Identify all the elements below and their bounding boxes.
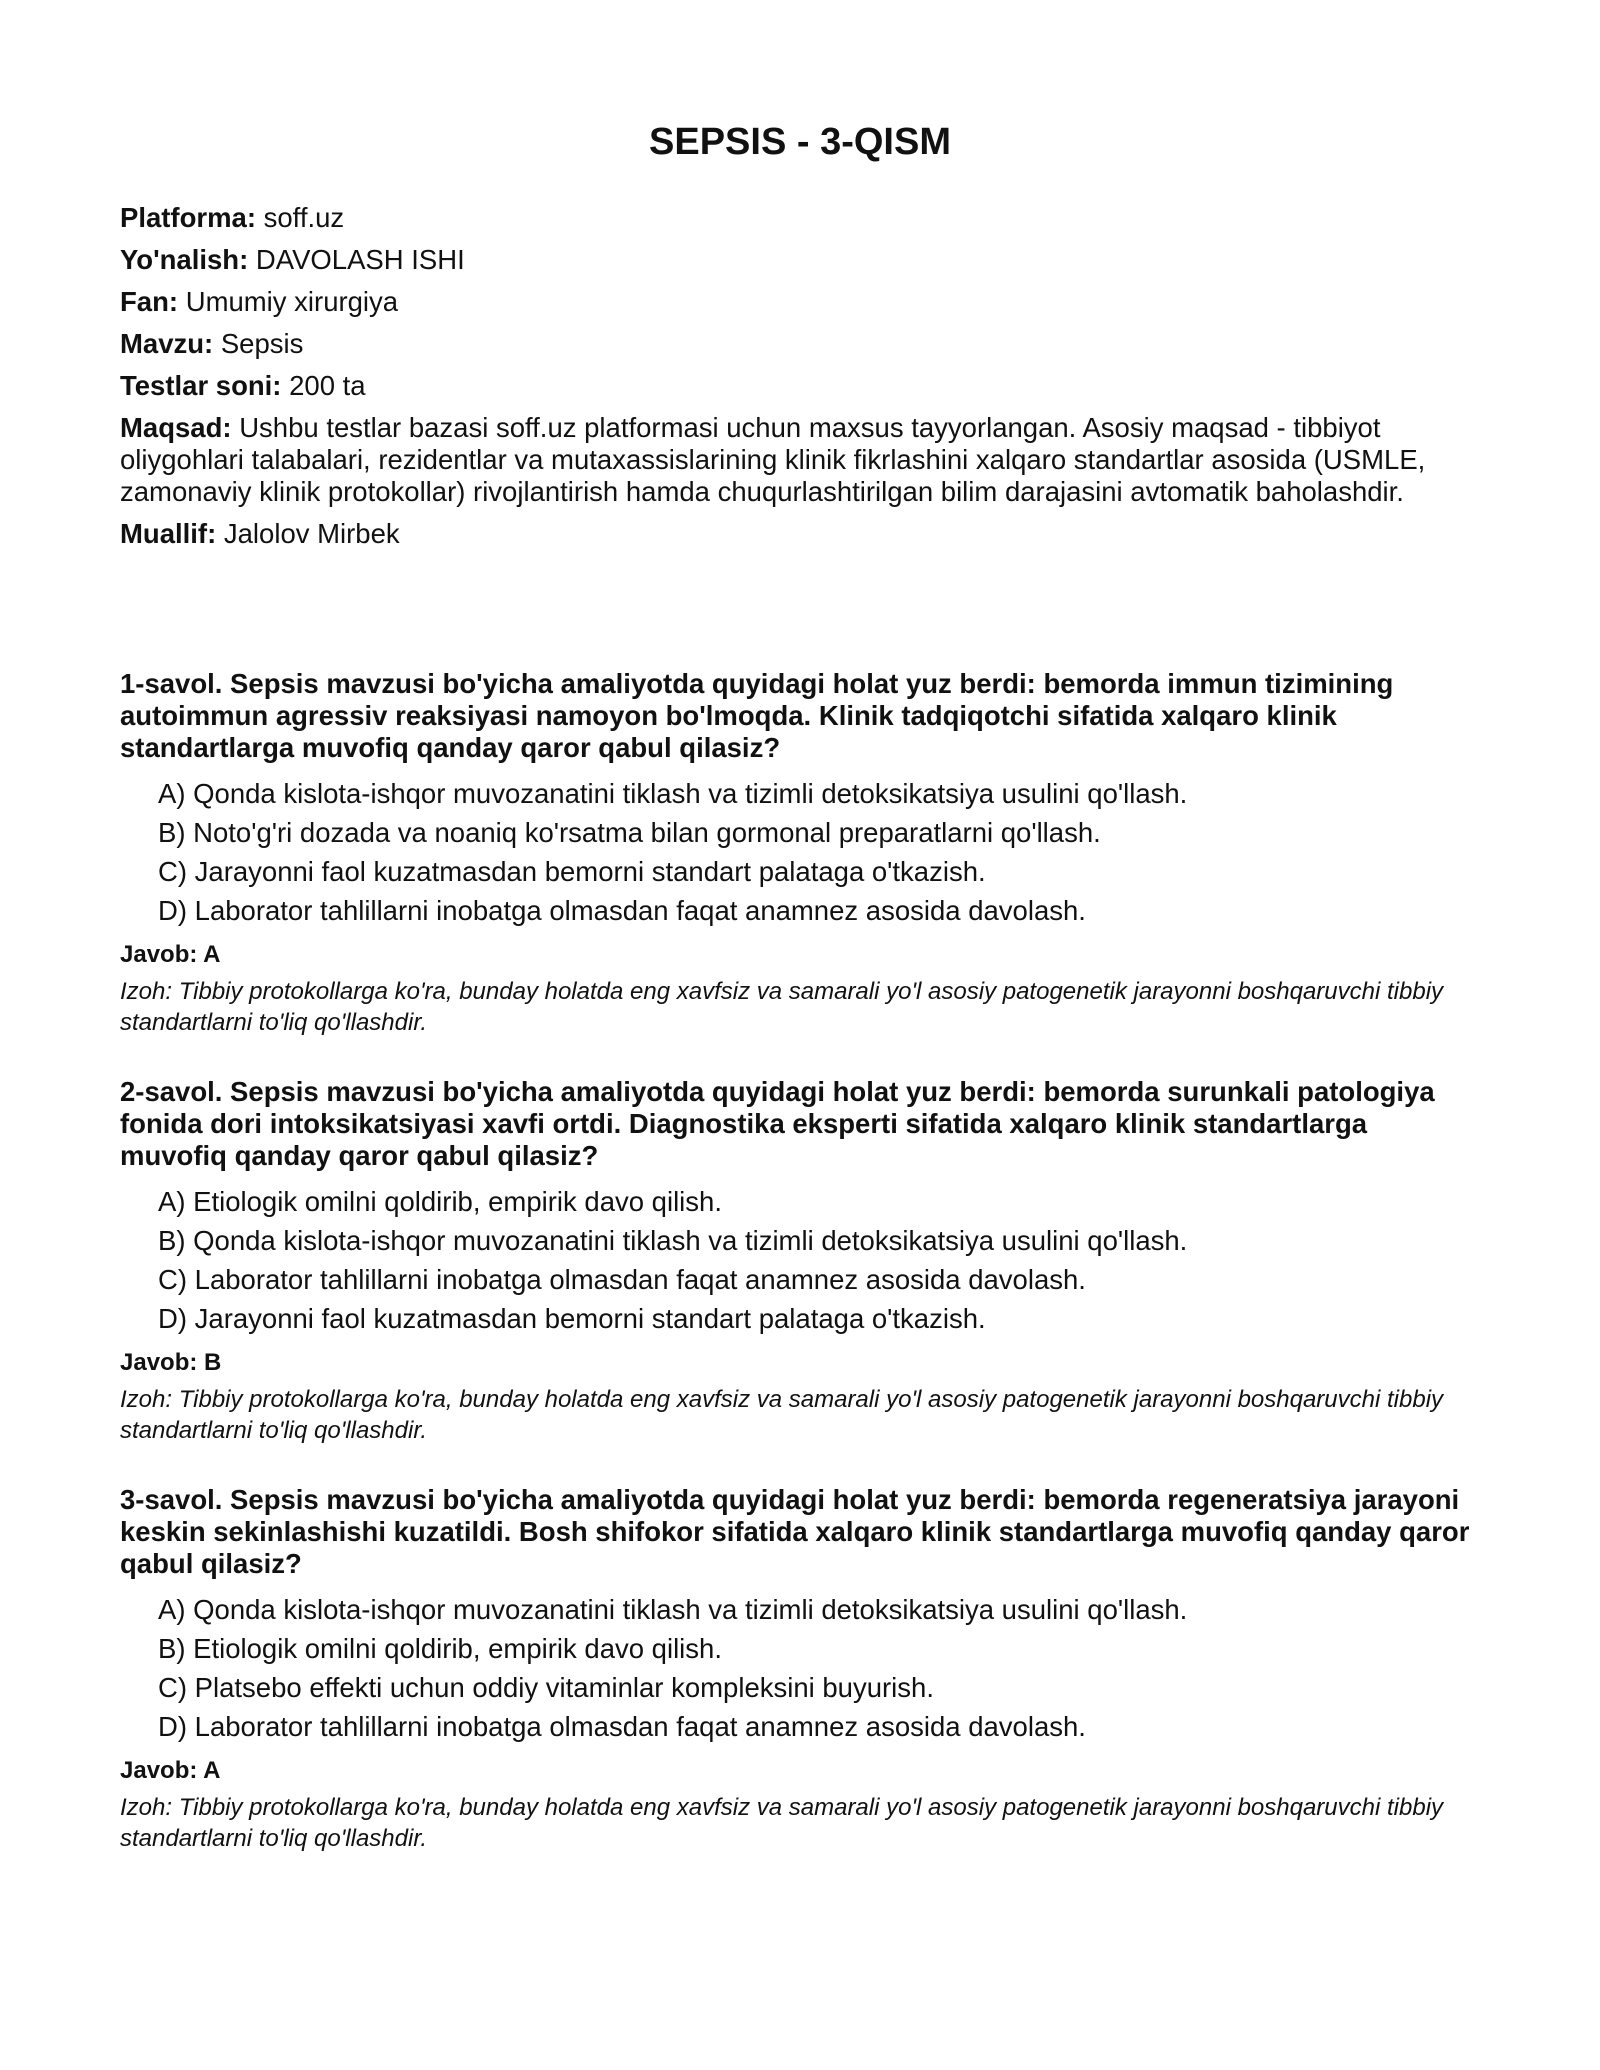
- option-d: D) Laborator tahlillarni inobatga olmasdan faqat anamnez asosida davolash.: [158, 895, 1086, 926]
- explanation: Izoh: Tibbiy protokollarga ko'ra, bunday holatda eng xavfsiz va samarali yo'l asosiy patogenetik jarayonni boshqaruvchi tibbiy standartlarni to'liq qo'llashdir.: [120, 1386, 1444, 1444]
- meta-platform: [120, 202, 1470, 234]
- answer-label: Javob: A: [120, 1757, 221, 1784]
- question-3: [120, 1484, 1480, 1854]
- meta-test-count: [120, 370, 1470, 402]
- meta-test-count-value: 200 ta: [289, 370, 366, 401]
- meta-purpose-label: Maqsad:: [120, 412, 232, 443]
- meta-purpose: [120, 412, 1470, 508]
- question-2: [120, 1076, 1480, 1446]
- option-a: A) Etiologik omilni qoldirib, empirik davo qilish.: [158, 1186, 722, 1217]
- question-text: 3-savol. Sepsis mavzusi bo'yicha amaliyotda quyidagi holat yuz berdi: bemorda regeneratsiya jarayoni keskin sekinlashishi kuzatildi. Bosh shifokor sifatida xalqaro klinik standartlarga muvofiq qanday qaror qabul qilasiz?: [120, 1484, 1470, 1579]
- answer-label: Javob: B: [120, 1349, 222, 1376]
- option-c: C) Jarayonni faol kuzatmasdan bemorni standart palataga o'tkazish.: [158, 856, 986, 887]
- document-title: SEPSIS - 3-QISM: [649, 121, 951, 163]
- option-b: B) Etiologik omilni qoldirib, empirik davo qilish.: [158, 1633, 722, 1664]
- question-text: 1-savol. Sepsis mavzusi bo'yicha amaliyotda quyidagi holat yuz berdi: bemorda immun tizimining autoimmun agressiv reaksiyasi namoyon bo'lmoqda. Klinik tadqiqotchi sifatida xalqaro klinik standartlarga muvofiq qanday qaror qabul qilasiz?: [120, 668, 1394, 763]
- answer-label: Javob: A: [120, 941, 221, 968]
- meta-direction: [120, 244, 1470, 276]
- meta-subject-value: Umumiy xirurgiya: [185, 286, 399, 317]
- meta-direction-label: Yo'nalish:: [120, 244, 249, 275]
- meta-platform-value: soff.uz: [263, 202, 345, 233]
- meta-direction-value: DAVOLASH ISHI: [255, 244, 465, 275]
- question-text: 2-savol. Sepsis mavzusi bo'yicha amaliyotda quyidagi holat yuz berdi: bemorda surunkali patologiya fonida dori intoksikatsiyasi xavfi ortdi. Diagnostika eksperti sifatida xalqaro klinik standartlarga muvofiq qanday qaror qabul qilasiz?: [120, 1076, 1435, 1171]
- meta-author-value: Jalolov Mirbek: [223, 518, 400, 549]
- meta-subject: [120, 286, 1470, 318]
- meta-topic-label: Mavzu:: [120, 328, 214, 359]
- meta-subject-label: Fan:: [120, 286, 179, 317]
- option-d: D) Laborator tahlillarni inobatga olmasdan faqat anamnez asosida davolash.: [158, 1711, 1086, 1742]
- option-c: C) Laborator tahlillarni inobatga olmasdan faqat anamnez asosida davolash.: [158, 1264, 1086, 1295]
- explanation: Izoh: Tibbiy protokollarga ko'ra, bunday holatda eng xavfsiz va samarali yo'l asosiy patogenetik jarayonni boshqaruvchi tibbiy standartlarni to'liq qo'llashdir.: [120, 1794, 1444, 1852]
- question-1: [120, 668, 1480, 1038]
- meta-author-label: Muallif:: [120, 518, 217, 549]
- meta-author: [120, 518, 1470, 550]
- explanation: Izoh: Tibbiy protokollarga ko'ra, bunday holatda eng xavfsiz va samarali yo'l asosiy patogenetik jarayonni boshqaruvchi tibbiy standartlarni to'liq qo'llashdir.: [120, 978, 1444, 1036]
- option-b: B) Noto'g'ri dozada va noaniq ko'rsatma bilan gormonal preparatlarni qo'llash.: [158, 817, 1101, 848]
- option-c: C) Platsebo effekti uchun oddiy vitaminlar kompleksini buyurish.: [158, 1672, 934, 1703]
- option-b: B) Qonda kislota-ishqor muvozanatini tiklash va tizimli detoksikatsiya usulini qo'llash.: [158, 1225, 1188, 1256]
- meta-topic-value: Sepsis: [220, 328, 304, 359]
- option-d: D) Jarayonni faol kuzatmasdan bemorni standart palataga o'tkazish.: [158, 1303, 986, 1334]
- meta-purpose-value: Ushbu testlar bazasi soff.uz platformasi uchun maxsus tayyorlangan. Asosiy maqsad - tibbiyot oliygohlari talabalari, rezidentlar va mutaxassislarining klinik fikrlashini xalqaro standartlar asosida (USMLE, zamonaviy klinik protokollar) rivojlantirish hamda chuqurlashtirilgan bilim darajasini avtomatik baholashdir.: [120, 412, 1426, 507]
- option-a: A) Qonda kislota-ishqor muvozanatini tiklash va tizimli detoksikatsiya usulini qo'llash.: [158, 1594, 1188, 1625]
- meta-test-count-label: Testlar soni:: [120, 370, 282, 401]
- metadata-block: [120, 202, 1470, 560]
- meta-topic: [120, 328, 1470, 360]
- option-a: A) Qonda kislota-ishqor muvozanatini tiklash va tizimli detoksikatsiya usulini qo'llash.: [158, 778, 1188, 809]
- meta-platform-label: Platforma:: [120, 202, 256, 233]
